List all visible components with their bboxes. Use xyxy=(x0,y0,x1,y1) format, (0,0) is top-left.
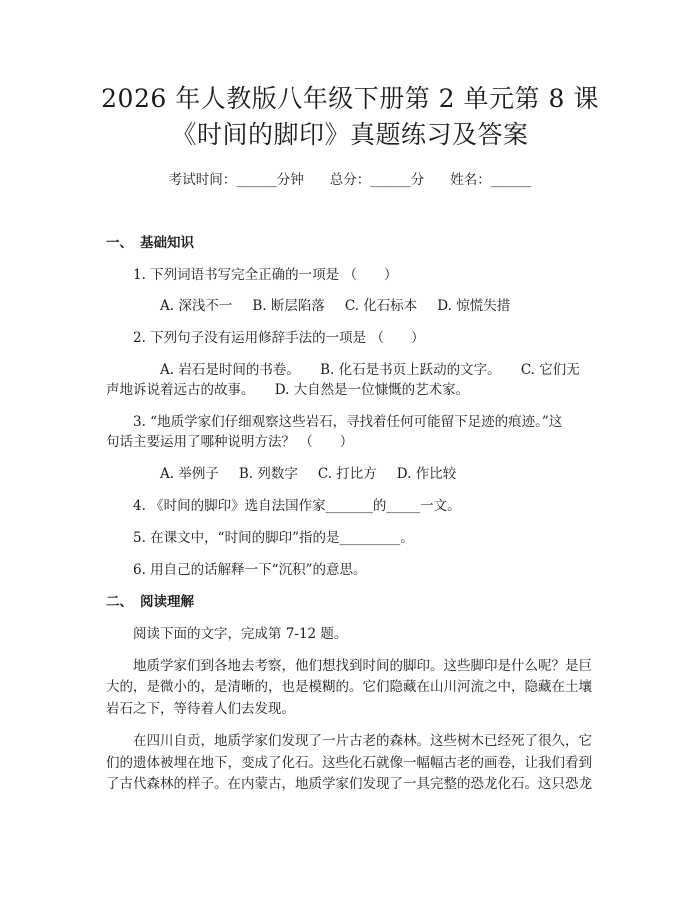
question-3-line-1: 3. “地质学家们仔细观察这些岩石，寻找着任何可能留下足迹的痕迹。”这 xyxy=(133,414,563,430)
question-1-options xyxy=(160,294,530,314)
option-b: B. 列数字 xyxy=(238,466,298,482)
option-b: B. 断层陷落 xyxy=(252,298,325,314)
question-5: 5. 在课文中，“时间的脚印”指的是_________。 xyxy=(133,530,414,546)
question-2-options-line-1: A. 岩石是时间的书卷。 B. 化石是书页上跃动的文字。 C. 它们无 xyxy=(160,362,580,378)
passage-paragraph-2-line-3: 了古代森林的样子。在内蒙古，地质学家们发现了一具完整的恐龙化石。这只恐龙 xyxy=(106,776,592,792)
document-title-line-2: 《时间的脚印》真题练习及答案 xyxy=(171,120,529,149)
option-a: A. 深浅不一 xyxy=(160,298,233,314)
section-number: 一、 xyxy=(106,235,133,251)
section-number: 二、 xyxy=(106,594,133,610)
option-d: D. 惊慌失措 xyxy=(437,298,511,314)
option-d: D. 作比较 xyxy=(396,466,457,482)
question-4: 4. 《时间的脚印》选自法国作家_______的_____一文。 xyxy=(133,498,461,514)
passage-paragraph-1-line-1: 地质学家们到各地去考察，他们想找到时间的脚印。这些脚印是什么呢？是巨 xyxy=(133,658,592,674)
section-heading-reading xyxy=(106,590,194,610)
section-title: 基础知识 xyxy=(140,235,194,251)
total-score-field: 总分：______分 xyxy=(329,172,425,188)
section-heading-basic-knowledge xyxy=(106,231,194,251)
passage-paragraph-2-line-2: 们的遗体被埋在地下，变成了化石。这些化石就像一幅幅古老的画卷，让我们看到 xyxy=(106,755,592,771)
passage-paragraph-1-line-2: 大的，是微小的，是清晰的，也是模糊的。它们隐藏在山川河流之中，隐藏在土壤 xyxy=(106,679,592,695)
exam-info-row xyxy=(0,168,700,188)
option-c: C. 化石标本 xyxy=(344,298,418,314)
option-c: C. 打比方 xyxy=(317,466,377,482)
question-2: 2. 下列句子没有运用修辞手法的一项是 （ ） xyxy=(133,330,425,346)
section-title: 阅读理解 xyxy=(140,594,194,610)
passage-paragraph-2-line-1: 在四川自贡，地质学家们发现了一片古老的森林。这些树木已经死了很久，它 xyxy=(133,733,592,749)
exam-time-field: 考试时间：______分钟 xyxy=(168,172,304,188)
document-title-line-1: 2026 年人教版八年级下册第 2 单元第 8 课 xyxy=(101,84,599,113)
student-name-field: 姓名：______ xyxy=(450,172,532,188)
question-6: 6. 用自己的话解释一下“沉积”的意思。 xyxy=(133,562,367,578)
question-1: 1. 下列词语书写完全正确的一项是 （ ） xyxy=(133,267,398,283)
passage-paragraph-1-line-3: 岩石之下，等待着人们去发现。 xyxy=(106,701,295,717)
question-2-options-line-2: 声地诉说着远古的故事。 D. 大自然是一位慷慨的艺术家。 xyxy=(106,382,470,398)
question-3-line-2: 句话主要运用了哪种说明方法？ （ ） xyxy=(106,434,354,450)
question-3-options xyxy=(160,462,476,482)
reading-instruction: 阅读下面的文字，完成第 7-12 题。 xyxy=(133,626,348,642)
option-a: A. 举例子 xyxy=(160,466,219,482)
